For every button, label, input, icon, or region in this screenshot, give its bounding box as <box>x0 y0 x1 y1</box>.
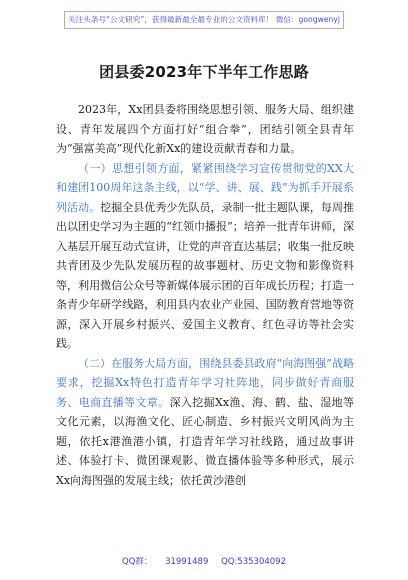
intro-paragraph: 2023年，Xx团县委将围绕思想引领、服务大局、组织建设、青年发展四个方面打好“组合拳”，团结引领全县青年为“强富美高”现代化新Xx的建设贡献青春和力量。 <box>56 103 354 155</box>
document-body <box>56 100 354 490</box>
top-banner: 关注头条号“公文研究”，获得最新最全最专业的公文资料库！ 微信：gongwenyj <box>64 11 344 29</box>
footer-contact: QQ群： 31991489 QQ:535304092 <box>122 557 286 567</box>
document-title: 团县委2023年下半年工作思路 <box>99 63 309 81</box>
section-2-heading: （二）在服务大局方面，围绕县委县政府“向海图强”战略要求，挖掘Xx特色打造青年学习社阵地，同步做好青商服务、电商直播等文章。 <box>56 356 354 409</box>
section-2-body: 深入挖掘Xx渔、海、鹤、盐、湿地等文化元素，以海渔文化、匠心制造、乡村振兴文明风尚为主题，依托x港渔港小镇，打造青年学习社线路，通过故事讲述、体验打卡、微团课观影、微直播体验等多种形式，展示Xx向海图强的发展主线；依托黄沙港创 <box>56 395 354 487</box>
section-2-paragraph <box>56 354 354 491</box>
section-1-heading: （一）思想引领方面，紧紧围绕学习宣传贯彻党的XX大和建团100周年这条主线，以“学、讲、展、践”为抓手开展系列活动。 <box>56 161 354 214</box>
section-1-body: 挖掘全县优秀少先队员，录制一批主题队课，每周推出以团史学习为主题的“红领巾播报”；培养一批青年讲师，深入基层开展互动式宣讲，让党的声音直达基层；收集一批反映共青团及少先队发展历程的故事题材、历史文物和影像资料等，利用微信公众号等新媒体展示团的百年成长历程；打造一条青少年研学线路，利用县内农业产业园、国防教育营地等资源，深入开展乡村振兴、爱国主义教育、红色寻访等社会实践。 <box>56 200 355 350</box>
section-1-paragraph <box>56 159 354 354</box>
